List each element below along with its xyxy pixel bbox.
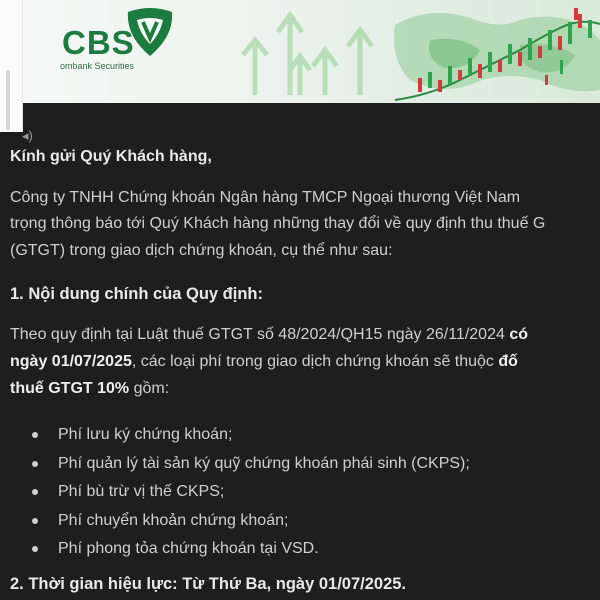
section1-heading: 1. Nội dung chính của Quy định:: [10, 285, 263, 303]
logo-subtitle: ombank Securities: [60, 61, 135, 71]
fee-item-label: Phí phong tỏa chứng khoán tại VSD.: [58, 540, 319, 558]
section2-heading: 2. Thời gian hiệu lực: Từ Thứ Ba, ngày 01/07/2025.: [10, 575, 407, 593]
section1-line-2-text: , các loại phí trong giao dịch chứng khoán sẽ thuộc: [131, 353, 499, 370]
left-scroll-strip[interactable]: [0, 0, 23, 132]
section1-line-2-bold-end: đố: [498, 353, 518, 370]
vat-rate-bold: thuế GTGT 10%: [10, 380, 130, 397]
intro-line-3: (GTGT) trong giao dịch chứng khoán, cụ thể như sau:: [10, 242, 393, 259]
bullet-icon: [32, 518, 38, 524]
bullet-icon: [32, 461, 38, 467]
list-item: [32, 479, 470, 508]
email-greeting: Kính gửi Quý Khách hàng,: [10, 148, 212, 165]
section1-line-1-bold: có: [509, 326, 528, 343]
fee-item-label: Phí chuyển khoản chứng khoán;: [58, 511, 289, 529]
speaker-icon[interactable]: ◂): [22, 128, 33, 143]
logo-text: CBS: [62, 24, 135, 61]
bullet-icon: [32, 489, 38, 495]
vcbs-logo: [28, 6, 208, 76]
section1-line-1: [10, 326, 528, 344]
email-header-banner: [0, 0, 600, 103]
list-item: [32, 536, 470, 565]
list-item: [32, 422, 470, 451]
list-item: [32, 508, 470, 537]
scrollbar-thumb[interactable]: [6, 70, 10, 130]
section1-line-3-text: gồm:: [129, 380, 170, 397]
vcb-emblem-icon: [124, 6, 176, 60]
intro-line-2: trọng thông báo tới Quý Khách hàng những thay đổi về quy định thu thuế G: [10, 215, 546, 232]
fee-item-label: Phí bù trừ vị thế CKPS;: [58, 483, 225, 501]
section1-line-1-text: Theo quy định tại Luật thuế GTGT số 48/2024/QH15 ngày 26/11/2024: [10, 326, 510, 343]
section1-line-2: [10, 353, 518, 371]
fee-item-label: Phí quản lý tài sản ký quỹ chứng khoán phái sinh (CKPS);: [58, 454, 470, 472]
fee-item-label: Phí lưu ký chứng khoán;: [58, 426, 233, 443]
effective-date-bold: ngày 01/07/2025: [10, 353, 132, 370]
section1-line-3: [10, 380, 169, 398]
intro-line-1: Công ty TNHH Chứng khoán Ngân hàng TMCP Ngoại thương Việt Nam: [10, 189, 521, 206]
fee-list: [32, 422, 470, 565]
list-item: [32, 451, 470, 480]
bullet-icon: [32, 546, 38, 552]
bullet-icon: [32, 432, 38, 438]
